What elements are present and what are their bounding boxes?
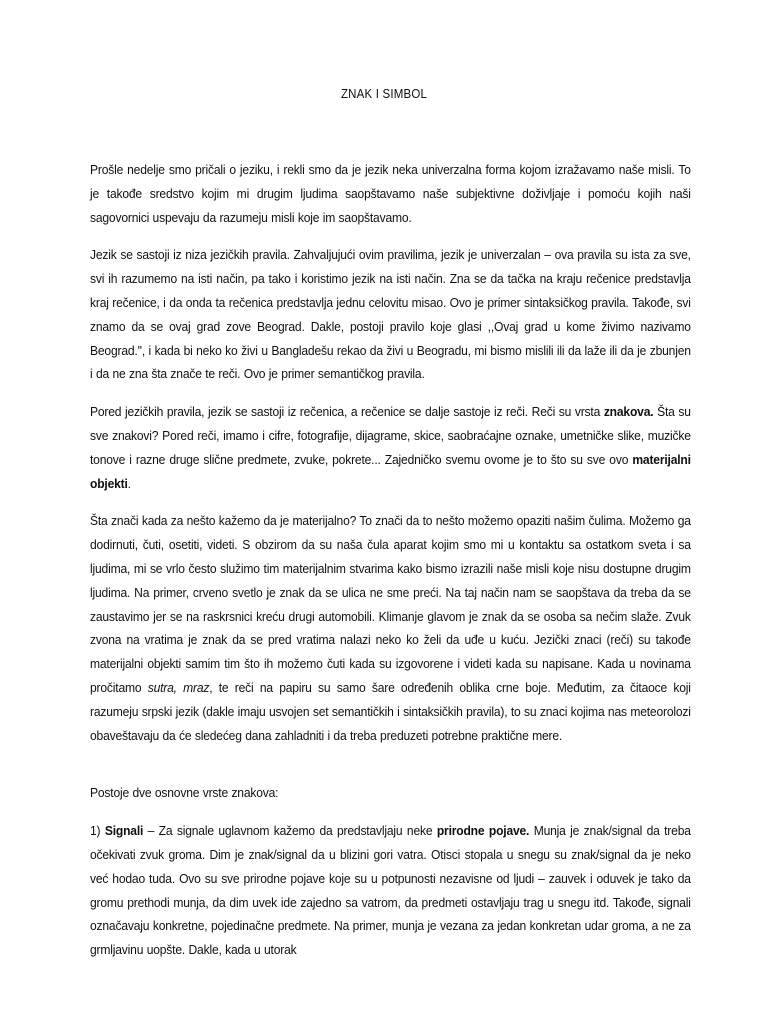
document-body [90, 158, 691, 976]
bold-text: znakova. [603, 404, 654, 420]
paragraph-language [90, 158, 691, 229]
text-run: . [127, 475, 131, 491]
text-run: 1) [90, 823, 105, 839]
bold-text: materijalni objekti [90, 451, 691, 491]
text-run: Postoje dve osnovne vrste znakova: [90, 785, 279, 801]
paragraph-sign-types-heading [90, 781, 691, 805]
bold-text: prirodne pojave. [436, 823, 530, 839]
paragraph-language-rules [90, 243, 691, 386]
document-title: ZNAK I SIMBOL [340, 87, 428, 101]
text-run: Jezik se sastoji iz niza jezičkih pravila. Zahvaljujući ovim pravilima, jezik je univerzalan – ova pravila su ista za sve, svi ih razumemo na isti način, pa tako i koristimo jezik na isti način. Zna se da tačka na kraju rečenice predstavlja kraj rečenice, i da onda ta rečenica predstavlja jednu celovitu misao. Ovo je primer sintaksičkog pravila. Takođe, svi znamo da se ovaj grad zove Beograd. Dakle, postoji pravilo koje glasi ,,Ovaj grad u kome živimo nazivamo Beograd.'', i kada bi neko ko živi u Bangladešu rekao da živi u Beogradu, mi bismo mislili ili da laže ili da je zbunjen i da ne zna šta znače te reči. Ovo je primer semantičkog pravila. [90, 247, 691, 382]
text-run: Prošle nedelje smo pričali o jeziku, i rekli smo da je jezik neka univerzalna forma kojom izražavamo naše misli. To je takođe sredstvo kojim mi drugim ljudima saopštavamo naše subjektivne doživljaje i pomoću kojih naši sagovornici uspevaju da razumeju misli koje im saopštavamo. [90, 162, 691, 225]
text-run: Šta znači kada za nešto kažemo da je materijalno? To znači da to nešto možemo opaziti našim čulima. Možemo ga dodirnuti, čuti, osetiti, videti. S obzirom da su naša čula aparat kojim smo mi u kontaktu sa ostatkom sveta i sa ljudima, mi se vrlo često služimo tim materijalnim stvarima kako bismo izrazili naše misli koje nisu dostupne drugim ljudima. Na primer, crveno svetlo je znak da se ulica ne sme preći. Na taj način nam se saopštava da treba da se zaustavimo jer se na raskrsnici kreću drugi automobili. Klimanje glavom je znak da se osoba sa nečim slaže. Zvuk zvona na vratima je znak da se pred vratima nalazi neko ko želi da uđe u kuću. Jezički znaci (reči) su takođe materijalni objekti samim tim što ih možemo čuti kada su izgovorene i videti kada su napisane. Kada u novinama pročitamo [90, 513, 691, 695]
text-run: – Za signale uglavnom kažemo da predstavljaju neke [143, 823, 437, 839]
text-run: Munja je znak/signal da treba očekivati zvuk groma. Dim je znak/signal da u blizini gori vatra. Otisci stopala u snegu su znak/signal da je neko već hodao tuda. Ovo su sve prirodne pojave koje su u potpunosti nezavisne od ljudi – zauvek i oduvek je tako da gromu prethodi munja, da dim uvek ide zajedno sa vatrom, da predmeti ostavljaju trag u snegu itd. Takođe, signali označavaju konkretne, pojedinačne predmete. Na primer, munja je vezana za jedan konkretan udar groma, a ne za grmljavinu uopšte. Dakle, kada u utorak [90, 823, 691, 958]
paragraph-signs [90, 400, 691, 495]
text-run: Pored jezičkih pravila, jezik se sastoji iz rečenica, a rečenice se dalje sastoje iz reči. Reči su vrsta [90, 404, 604, 420]
text-run: Šta su sve znakovi? Pored reči, imamo i cifre, fotografije, dijagrame, skice, saobraćajne oznake, umetničke slike, muzičke tonove i razne druge slične predmete, zvuke, pokrete... Zajedničko svemu ovome je to što su sve ovo [90, 404, 691, 467]
italic-text: sutra, mraz [147, 679, 210, 695]
text-run: , te reči na papiru su samo šare određenih oblika crne boje. Međutim, za čitaoce koji razumeju srpski jezik (dakle imaju usvojen set semantičkih i sintaksičkih pravila), to su znaci kojima nas meteorolozi obaveštavaju da će sledećeg dana zahladniti i da treba preduzeti potrebne praktične mere. [90, 679, 691, 743]
paragraph-signals [90, 819, 691, 962]
bold-text: Signali [104, 823, 144, 839]
paragraph-material [90, 509, 691, 747]
